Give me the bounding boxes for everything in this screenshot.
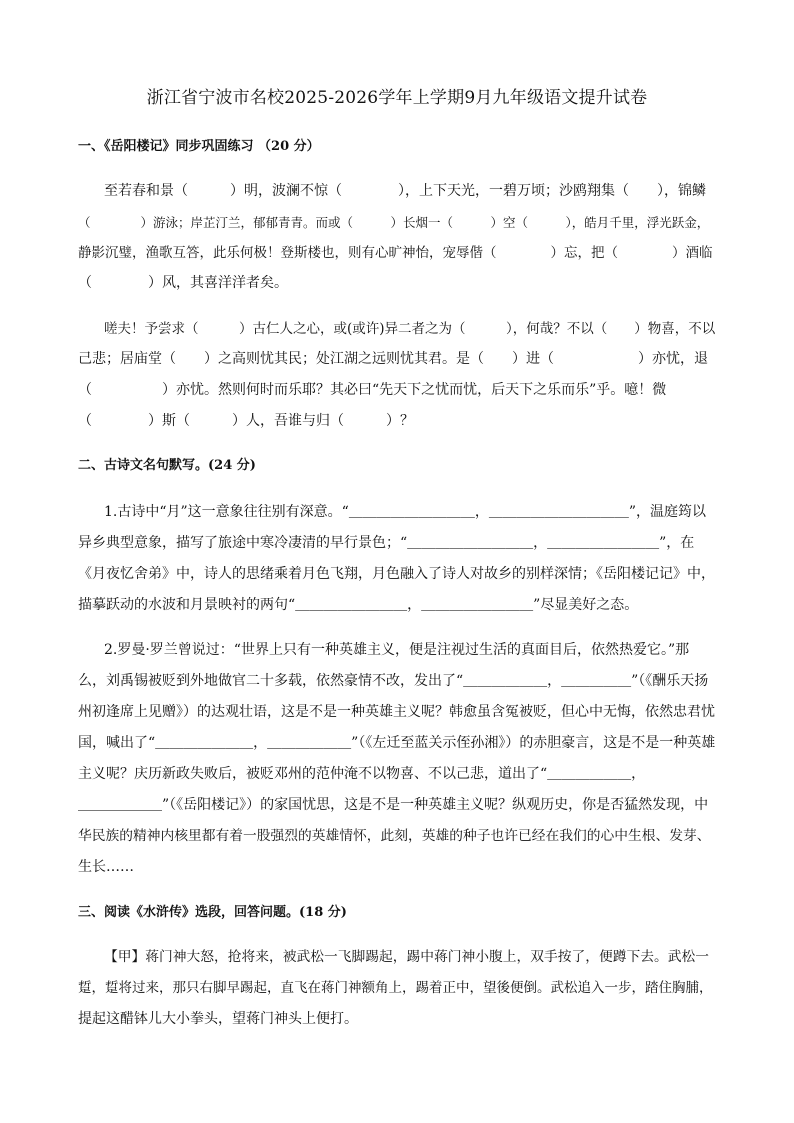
section-2-heading: 二、古诗文名句默写。(24 分): [78, 458, 256, 473]
section-1-p2-line-2: 己悲；居庙堂（ ）之高则忧其民；处江湖之远则忧其君。是（ ）进（ ）亦忧，退: [78, 351, 708, 367]
section-3-p1-line-3: 提起这醋钵儿大小拳头，望蒋门神头上便打。: [78, 1011, 358, 1027]
section-1-heading: 一、《岳阳楼记》同步巩固练习 （20 分）: [78, 139, 320, 154]
section-1-p1-line-1: 至若春和景（ ）明，波澜不惊（ ），上下天光，一碧万顷；沙鸥翔集（ ），锦鳞: [104, 183, 706, 199]
section-2-q2-line-7: 华民族的精神内核里都有着一股强烈的英雄情怀，此刻，英雄的种子也许已经在我们的心中生根、发芽、: [78, 828, 711, 844]
section-3-heading: 三、阅读《水浒传》选段，回答问题。(18 分): [78, 905, 347, 920]
section-1-p2-line-4: （ ）斯（ ）人，吾谁与归（ ）？: [78, 413, 414, 429]
section-1-p1-line-2: （ ）游泳；岸芷汀兰，郁郁青青。而或（ ）长烟一（ ）空（ ），皓月千里，浮光跃金，: [78, 215, 710, 230]
section-2-q2-line-1: 2.罗曼·罗兰曾说过：“世界上只有一种英雄主义，便是注视过生活的真面目后，依然热爱它。”那: [104, 642, 690, 658]
section-2-q2-line-6: ＿＿＿＿＿＿”（《岳阳楼记》）的家国忧思，这是不是一种英雄主义呢？纵观历史，你是否猛然发现，中: [78, 797, 709, 813]
section-2-q1-line-4: 描摹跃动的水波和月景映衬的两句“＿＿＿＿＿＿＿＿，＿＿＿＿＿＿＿＿”尽显美好之态。: [78, 597, 639, 613]
section-2-q1-line-2: 异乡典型意象，描写了旅途中寒冷凄清的早行景色；“＿＿＿＿＿＿＿＿＿，＿＿＿＿＿＿＿＿”，在: [78, 535, 695, 551]
section-2-q1-line-1: 1.古诗中“月”这一意象往往别有深意。“＿＿＿＿＿＿＿＿＿，＿＿＿＿＿＿＿＿＿＿”，温庭筠以: [104, 504, 706, 520]
section-2-q2-line-4: 国，喊出了“＿＿＿＿＿＿＿，＿＿＿＿＿＿”（《左迁至蓝关示侄孙湘》）的赤胆豪言，这是不是一种英雄: [78, 735, 716, 751]
section-2-q2-line-3: 州初逢席上见赠》）的达观壮语，这是不是一种英雄主义呢？韩愈虽含冤被贬，但心中无悔，依然忠君忧: [78, 704, 715, 720]
section-2-q2-line-8: 生长……: [78, 859, 134, 875]
section-2-q2-line-5: 主义呢？庆历新政失败后，被贬邓州的范仲淹不以物喜、不以己悲，道出了“＿＿＿＿＿＿，: [78, 766, 646, 782]
section-1-p1-line-4: （ ）风，其喜洋洋者矣。: [78, 275, 288, 291]
page-title: 浙江省宁波市名校2025-2026学年上学期9月九年级语文提升试卷: [146, 88, 648, 108]
section-3-p1-line-2: 踅，踅将过来，那只右脚早踢起，直飞在蒋门神额角上，踢着正中，望後便倒。武松追入一步，踏住胸脯，: [78, 980, 713, 996]
section-1-p2-line-3: （ ）亦忧。然则何时而乐耶？其必曰“先天下之忧而忧，后天下之乐而乐”乎。噫！微: [78, 382, 667, 398]
section-1-p2-line-1: 嗟夫！予尝求（ ）古仁人之心，或(或许)异二者之为（ ），何哉？不以（ ）物喜，不以: [104, 321, 716, 337]
section-2-q2-line-2: 么，刘禹锡被贬到外地做官二十多载，依然豪情不改，发出了“＿＿＿＿＿＿，＿＿＿＿＿”（《酬乐天扬: [78, 673, 709, 689]
section-3-p1-line-1: 【甲】蒋门神大怒，抢将来，被武松一飞脚踢起，踢中蒋门神小腹上，双手按了，便蹲下去。武松一: [104, 949, 710, 965]
section-1-p1-line-3: 静影沉璧，渔歌互答，此乐何极！登斯楼也，则有心旷神怡，宠辱偕（ ）忘，把（ ）酒临: [78, 245, 713, 261]
section-2-q1-line-3: 《月夜忆舍弟》中，诗人的思绪乘着月色飞翔，月色融入了诗人对故乡的别样深情；《岳阳楼记记》中，: [78, 566, 715, 582]
